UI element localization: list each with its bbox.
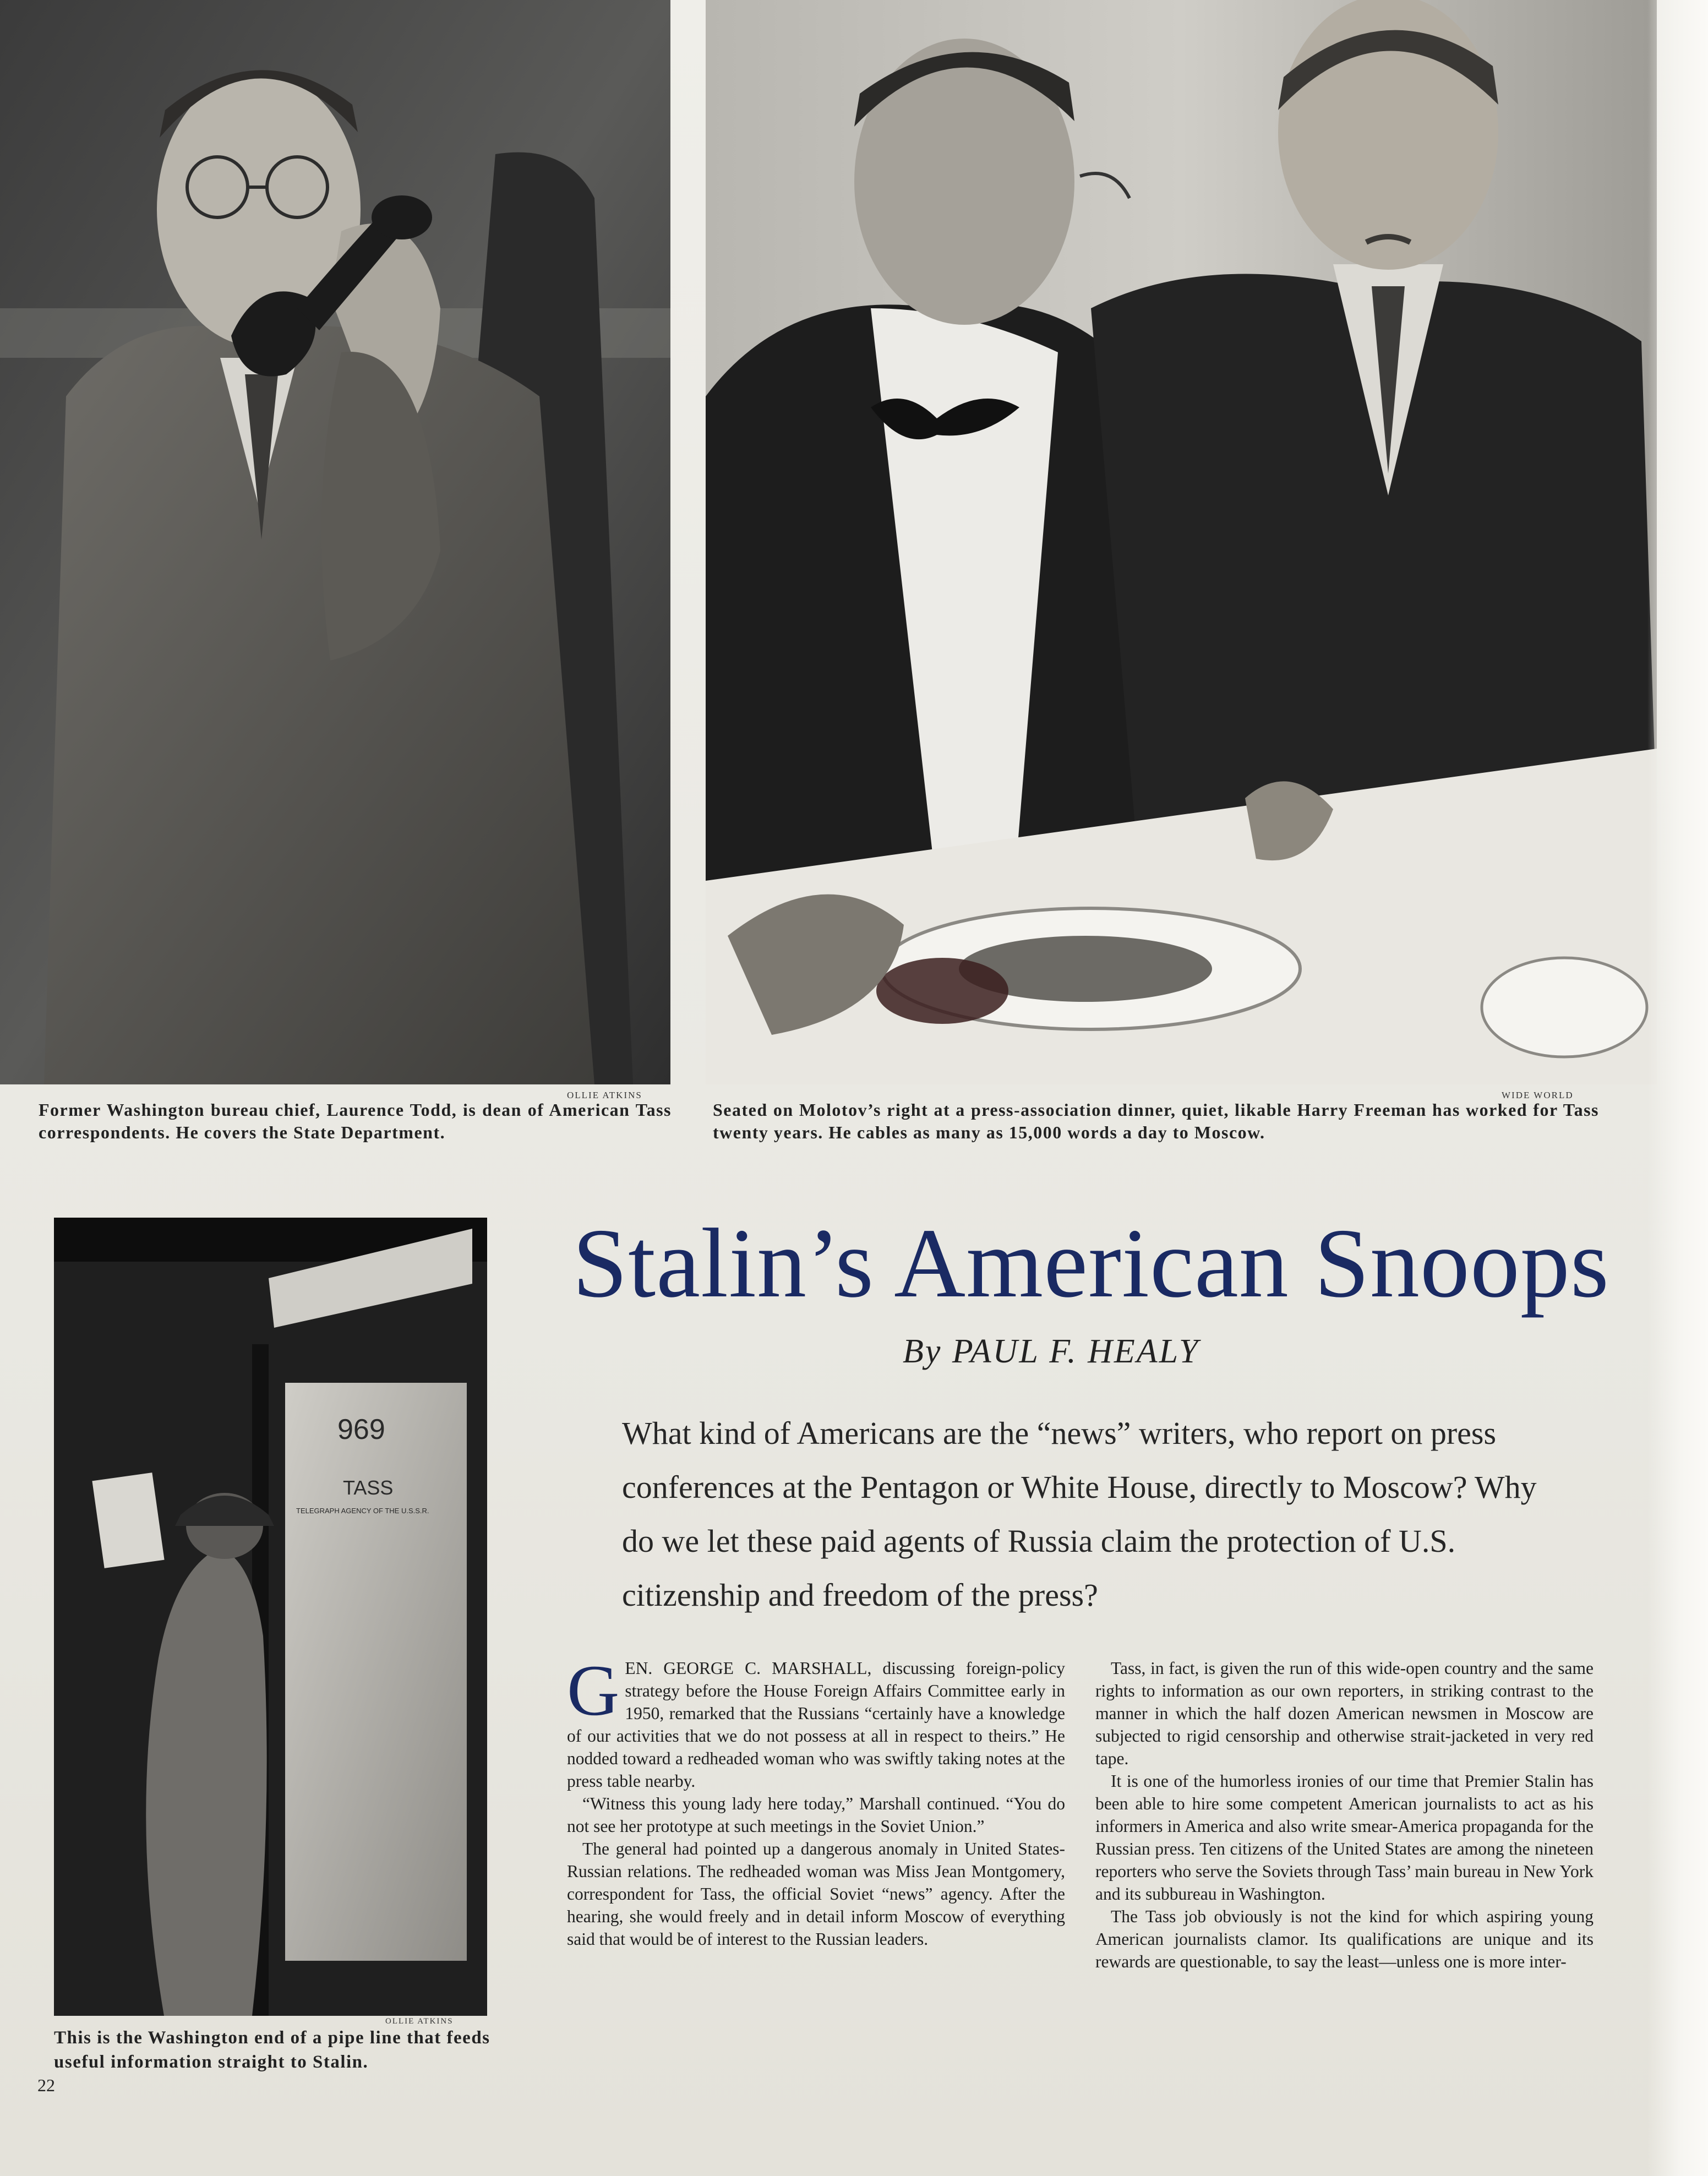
photo-tass-office — [54, 1218, 487, 2016]
photo-credit-todd: OLLIE ATKINS — [567, 1090, 642, 1100]
article-column-2 — [1095, 1657, 1594, 1973]
page-number: 22 — [37, 2075, 55, 2095]
photo-credit-office: OLLIE ATKINS — [385, 2017, 454, 2026]
paragraph-text: EN. GEORGE C. MARSHALL, discussing foreign-policy strategy before the House Foreign Affairs Committee early in 1950, remarked that the Russians “certainly have a knowledge of our activities that we do not possess at all in respect to theirs.” He nodded toward a redheaded woman who was swiftly taking notes at the press table nearby. — [567, 1659, 1065, 1791]
article-deck: What kind of Americans are the “news” writers, who report on press conferences at the Pentagon or White House, directly to Moscow? Why do we let these paid agents of Russia claim the protection of U.S. citizenship and freedom of the press? — [622, 1415, 1537, 1613]
caption-office: This is the Washington end of a pipe line that feeds useful information straight to Stalin. — [54, 2028, 490, 2072]
door-sign-subtitle: TELEGRAPH AGENCY OF THE U.S.S.R. — [296, 1507, 429, 1515]
photo-tass-office-image — [54, 1218, 487, 2016]
photo-laurence-todd — [0, 0, 670, 1084]
article-column-1 — [567, 1650, 1065, 1950]
door-number: 969 — [337, 1414, 385, 1446]
page-edge-shadow — [1647, 0, 1708, 2176]
paragraph: It is one of the humorless ironies of our time that Premier Stalin has been able to hire some competent American journalists to act as his informers in America and also write smear-America propaganda for the Russian press. Ten citizens of the United States are among the nineteen reporters who serve the Soviets through Tass’ main bureau in New York and its subbureau in Washington. — [1095, 1771, 1594, 1904]
photo-credit-freeman: WIDE WORLD — [1502, 1090, 1574, 1100]
photo-harry-freeman — [706, 0, 1657, 1084]
caption-freeman: Seated on Molotov’s right at a press-association dinner, quiet, likable Harry Freeman has worked for Tass twenty years. He cables as many as 15,000 words a day to Moscow. — [713, 1100, 1599, 1142]
drop-cap: G — [567, 1650, 620, 1731]
article-headline: Stalin’s American Snoops — [572, 1208, 1609, 1318]
paragraph: Tass, in fact, is given the run of this wide-open country and the same rights to information as our own reporters, in striking contrast to the manner in which the half dozen American newsmen in Moscow are subjected to rigid censorship and otherwise strait-jacketed in very red tape. — [1095, 1659, 1594, 1768]
caption-todd: Former Washington bureau chief, Laurence Todd, is dean of American Tass correspondents. He covers the State Department. — [39, 1100, 672, 1142]
photo-laurence-todd-image — [0, 0, 670, 1084]
article-byline: By PAUL F. HEALY — [903, 1333, 1200, 1370]
paragraph: The general had pointed up a dangerous anomaly in United States-Russian relations. The redheaded woman was Miss Jean Montgomery, correspondent for Tass, the official Soviet “news” agency. After the hearing, she would freely and in detail inform Moscow of everything said that would be of interest to the Russian leaders. — [567, 1839, 1065, 1949]
paragraph: “Witness this young lady here today,” Marshall continued. “You do not see her prototype at such meetings in the Soviet Union.” — [567, 1794, 1065, 1836]
photo-harry-freeman-image — [706, 0, 1657, 1084]
door-sign-tass: TASS — [343, 1476, 394, 1499]
paragraph: The Tass job obviously is not the kind for which aspiring young American journalists clamor. Its qualifications are unique and its rewards are questionable, to say the least—unless one is more inter- — [1095, 1907, 1594, 1971]
paragraph — [567, 1650, 1065, 1792]
